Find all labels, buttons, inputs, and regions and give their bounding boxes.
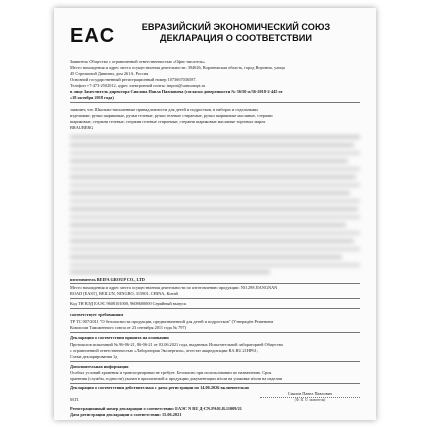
redacted-text xyxy=(70,270,270,274)
evidence-label: Декларация о соответствии принята на основании xyxy=(70,335,169,340)
signatory-caption: (Ф. И. О. заявителя) xyxy=(294,398,326,402)
applicant-line: Заявитель Общество с ограниченной ответственностью «Офис-писатель» xyxy=(70,59,206,64)
eac-logo: EAC xyxy=(70,25,116,47)
redacted-text xyxy=(70,247,360,251)
evidence-line: Протоколов испытаний № 96-06-21, 86-06-21 от 03.06.2021 года, выданных Испытательной лабораторией Общества xyxy=(70,342,283,347)
manufacturer-address: Место нахождения и адрес места осуществления деятельности по изготовлению продукции: NO.298 JIANGNAN xyxy=(70,285,278,290)
manufacturer-name: изготовитель BEIFA GROUP CO., LTD xyxy=(70,277,145,282)
divider xyxy=(70,361,360,362)
manufacturer-address-cont: ROAD [EAST], BEILUN, NINGBO, 315801, CHINA, Китай xyxy=(70,291,178,296)
redacted-text xyxy=(70,143,354,147)
title-union: ЕВРАЗИЙСКИЙ ЭКОНОМИЧЕСКИЙ СОЮЗ xyxy=(141,22,331,32)
declares-line: изделиями: ручки шариковые, ручки гелевые, ручки гелевые стираемые, ручки шариковые масляные, стержни xyxy=(70,113,273,118)
redacted-text xyxy=(70,215,360,219)
divider xyxy=(70,298,360,299)
evidence-line: Схема декларирования 1д xyxy=(70,354,118,359)
declares-brand: BRAUBERG xyxy=(70,125,94,130)
signatory-name: Сиялов Павел Павлович xyxy=(287,391,333,396)
redacted-text xyxy=(70,159,348,163)
redacted-text xyxy=(70,183,360,187)
stamp-place: М.П. xyxy=(70,397,80,402)
requirements-label: соответствует требованиям xyxy=(70,312,124,317)
applicant-contacts: Телефон +7-473-2502012, адрес электронной почты: import@samsonopt.ru xyxy=(70,83,206,88)
declares-line: шариковые, стержни гелевые, стержни гелевые стираемые, стержни шариковые масляные торговых марок xyxy=(70,119,266,124)
redacted-text xyxy=(70,263,360,267)
validity-line: Декларация о соответствии действительна с даты регистрации по 14.06.2026 включительно xyxy=(70,385,250,390)
redacted-text xyxy=(70,175,356,179)
extra-info-line: Особых условий хранения и транспортировки не требует. Безопасно при использовании по назначению. Срок xyxy=(70,370,272,375)
redacted-text xyxy=(70,199,360,203)
evidence-line: с ограниченной ответственностью «Лаборатория Экспертиза», аттестат аккредитации RA.RU.21НР61; xyxy=(70,348,258,353)
divider xyxy=(70,283,360,284)
divider xyxy=(70,383,360,384)
redacted-text xyxy=(70,191,350,195)
registration-date: Дата регистрации декларации о соответствии: 15.06.2021 xyxy=(70,412,182,417)
redacted-text xyxy=(70,231,360,235)
requirements-line: Комиссии Таможенного союза от 23 сентября 2011 года № 797) xyxy=(70,325,186,330)
requirements-line: ТР ТС 007/2011 "О безопасности продукции, предназначенной для детей и подростков" (Утверждён Решением xyxy=(70,319,274,324)
product-codes: Код ТН ВЭД ЕАЭС 9608101000, 9608600000 Серийный выпуск xyxy=(70,301,187,306)
divider xyxy=(70,332,360,333)
extra-info-label: Дополнительная информация xyxy=(70,364,129,369)
title-declaration: ДЕКЛАРАЦИЯ О СООТВЕТСТВИИ xyxy=(159,33,313,43)
redacted-text xyxy=(70,239,354,243)
applicant-address: Место нахождения и адрес места осуществления деятельности: 394026, Воронежская область, город Воронеж, улица xyxy=(70,65,285,70)
divider xyxy=(70,102,360,103)
extra-info-line: хранения (службы, годности) указан в прилагаемой к продукции документации и/или на упаковке и/или на изделии xyxy=(70,376,283,381)
registration-number: Регистрационный номер декларации о соответствии: ЕАЭС N RU Д-CN.PA01.В.11009/21 xyxy=(70,406,242,411)
declaration-document xyxy=(54,8,376,420)
document-title xyxy=(116,22,356,44)
applicant-representative: в лице Заместитель директора Сиялова Павла Павловича (согласно доверенности № 36/50 м/36-2018-2-445 от xyxy=(70,89,283,94)
redacted-text xyxy=(70,255,342,259)
applicant-ogrn: Основной государственный регистрационный номер 1073667036587. xyxy=(70,77,197,82)
redacted-text xyxy=(70,167,360,171)
applicant-address-cont: 45 Стрелковой Дивизии, дом 261А, Россия xyxy=(70,71,149,76)
applicant-representative-cont: «18 октября 2018 года) xyxy=(70,95,114,100)
declares-line: заявляет, что Школьно-письменные принадлежности для детей и подростков, в наборах и отдельными xyxy=(70,107,258,112)
redacted-text xyxy=(70,223,346,227)
divider xyxy=(70,308,360,309)
redacted-text xyxy=(70,151,360,155)
redacted-text xyxy=(70,207,358,211)
redacted-text xyxy=(70,135,360,139)
